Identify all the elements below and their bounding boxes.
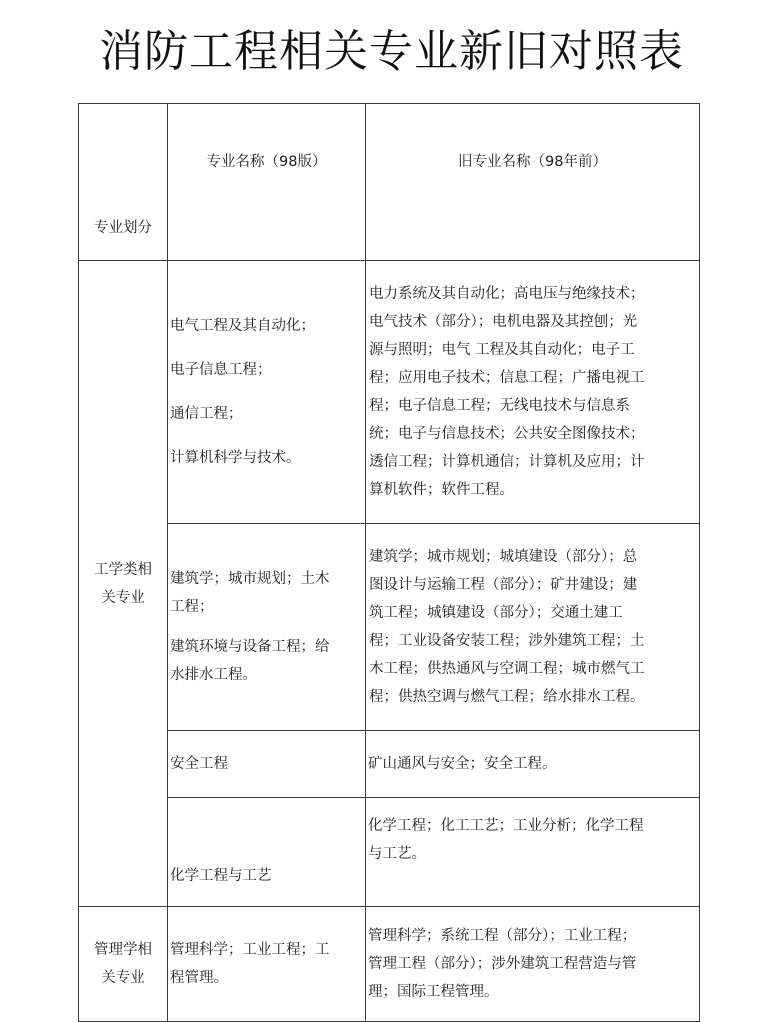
comparison-table: [78, 103, 700, 1022]
old-major-line: 木工程；供热通风与空调工程；城市燃气工: [369, 661, 645, 677]
header-new-major: 专业名称（98版）: [168, 104, 366, 261]
old-major-line: 图设计与运输工程（部分）；矿井建设；建: [369, 577, 638, 593]
category-engineering: [79, 261, 168, 907]
new-major-line: 水排水工程。: [170, 667, 257, 683]
new-major-line: 通信工程；: [170, 406, 243, 422]
old-major-line: 建筑学；城市规划；城填建设（部分）；总: [369, 549, 638, 565]
old-major-line: 矿山通风与安全；安全工程。: [368, 756, 557, 772]
old-major-line: 电力系统及其自动化；高电压与绝缘技术；: [369, 286, 645, 302]
old-major-line: 理；国际工程管理。: [368, 984, 499, 1000]
new-major-line: 电子信息工程；: [170, 362, 272, 378]
old-major-line: 程；工业设备安装工程；涉外建筑工程；土: [369, 633, 645, 649]
old-major-line: 电气技术（部分）；电机电器及其控刨；光: [369, 314, 638, 330]
old-major-cell: [366, 798, 700, 907]
old-major-cell: [366, 261, 700, 524]
category-line: 关专业: [101, 589, 145, 606]
category-line: 关专业: [101, 970, 145, 986]
old-major-line: 管理工程（部分）；涉外建筑工程营造与管: [368, 956, 637, 972]
old-major-line: 算机软件；软件工程。: [369, 482, 514, 498]
new-major-cell: [168, 907, 366, 1022]
old-major-line: 与工艺。: [368, 846, 426, 862]
new-major-line: 建筑环境与设备工程；给: [170, 639, 330, 655]
new-major-line: 管理科学；工业工程；工: [170, 942, 330, 958]
table-row: [79, 798, 700, 907]
new-major-line: 计算机科学与技术。: [170, 450, 301, 466]
old-major-line: 透信工程；计算机通信；计算机及应用；计: [369, 454, 645, 470]
new-major-cell: [168, 798, 366, 907]
old-major-line: 程；供热空调与燃气工程；给水排水工程。: [369, 689, 645, 705]
new-major-line: 电气工程及其自动化；: [170, 318, 315, 334]
new-major-line: 化学工程与工艺: [170, 868, 272, 884]
new-major-line: 程管理。: [170, 970, 228, 986]
category-line: 管理学相: [94, 942, 152, 958]
new-major-cell: [168, 524, 366, 731]
old-major-line: 化学工程；化工工艺；工业分析；化学工程: [368, 818, 644, 834]
old-major-cell: [366, 731, 700, 798]
table-row: [79, 907, 700, 1022]
old-major-line: 管理科学；系统工程（部分）；工业工程；: [368, 928, 637, 944]
old-major-cell: [366, 524, 700, 731]
new-major-cell: [168, 731, 366, 798]
new-major-line: 安全工程: [170, 756, 228, 772]
old-major-line: 程；电子信息工程；无线电技术与信息系: [369, 398, 630, 414]
header-old-major: 旧专业名称（98年前）: [366, 104, 700, 261]
old-major-line: 源与照明；电气 工程及其自动化；电子工: [369, 342, 635, 358]
old-major-line: 筑工程；城镇建设（部分）；交通土建工: [369, 605, 623, 621]
new-major-line: 工程；: [170, 599, 214, 615]
new-major-line: 建筑学；城市规划；土木: [170, 571, 330, 587]
old-major-line: 程；应用电子技术；信息工程；广播电视工: [369, 370, 645, 386]
table-row: [79, 261, 700, 524]
page-title: 消防工程相关专业新旧对照表: [99, 26, 684, 77]
old-major-line: 统；电子与信息技术；公共安全图像技术；: [369, 426, 645, 442]
header-category: 专业划分: [79, 104, 168, 261]
table-row: [79, 731, 700, 798]
header-row: [79, 104, 700, 261]
old-major-cell: [366, 907, 700, 1022]
category-line: 工学类相: [94, 561, 152, 578]
category-management: [79, 907, 168, 1022]
new-major-cell: [168, 261, 366, 524]
table-row: [79, 524, 700, 731]
